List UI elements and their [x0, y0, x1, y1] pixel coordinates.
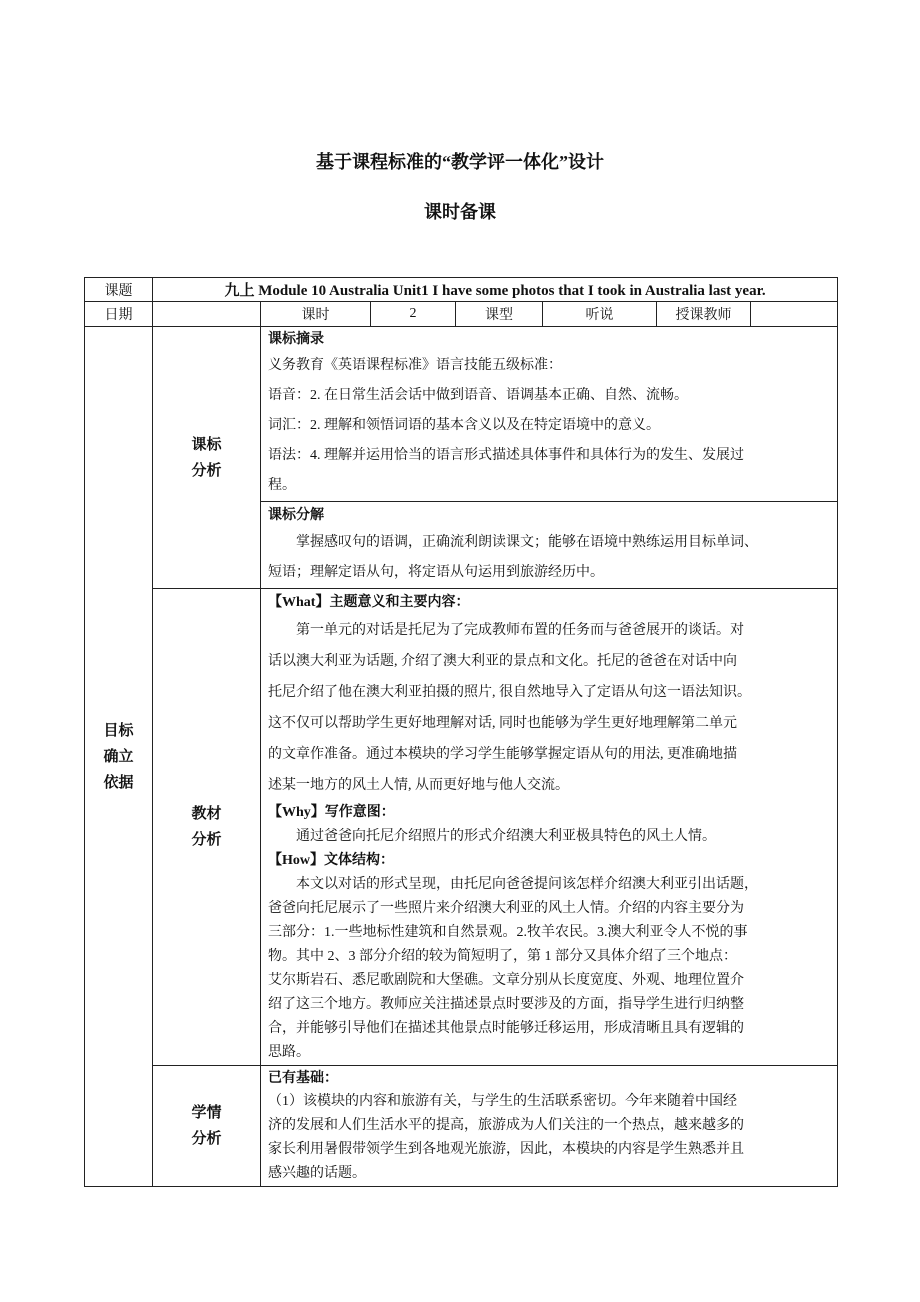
excerpt-line: 词汇：2. 理解和领悟词语的基本含义以及在特定语境中的意义。 — [268, 418, 660, 433]
how-line: 绍了这三个地方。教师应关注描述景点时要涉及的方面，指导学生进行归纳整 — [268, 997, 744, 1012]
label-line: 分析 — [191, 832, 222, 848]
section-label-line: 依据 — [103, 774, 134, 791]
label-line: 课标 — [191, 436, 222, 453]
excerpt-line: 义务教育《英语课程标准》语言技能五级标准： — [268, 358, 562, 373]
how-line: 合，并能够引导他们在描述其他景点时能够迁移运用，形成清晰且具有逻辑的 — [268, 1021, 744, 1036]
basis-line: 感兴趣的话题。 — [268, 1166, 366, 1181]
document-subtitle: 课时备课 — [424, 202, 496, 222]
breakdown-cell — [261, 502, 838, 589]
how-line: 物。其中 2、3 部分介绍的较为简短明了，第 1 部分又具体介绍了三个地点： — [268, 949, 737, 964]
lesson-plan-table — [84, 277, 838, 1187]
teacher-value — [751, 302, 838, 327]
basis-line: 济的发展和人们生活水平的提高，旅游成为人们关注的一个热点，越来越多的 — [268, 1118, 744, 1133]
topic-label: 课题 — [85, 278, 153, 302]
label-line: 分析 — [191, 462, 222, 479]
why-line: 通过爸爸向托尼介绍照片的形式介绍澳大利亚极具特色的风土人情。 — [296, 829, 716, 844]
what-line: 第一单元的对话是托尼为了完成教师布置的任务而与爸爸展开的谈话。对 — [296, 623, 744, 638]
excerpt-line: 语法：4. 理解并运用恰当的语言形式描述具体事件和具体行为的发生、发展过 — [268, 448, 744, 463]
basis-line: 家长利用暑假带领学生到各地观光旅游，因此，本模块的内容是学生熟悉并且 — [268, 1142, 744, 1157]
lesson-type-label: 课型 — [456, 302, 543, 327]
label-line: 学情 — [191, 1105, 222, 1121]
how-line: 本文以对话的形式呈现，由托尼向爸爸提问该怎样介绍澳大利亚引出话题， — [296, 877, 758, 892]
how-heading: 【How】文体结构： — [268, 853, 394, 868]
basis-line: （1）该模块的内容和旅游有关，与学生的生活联系密切。今年来随着中国经 — [268, 1094, 737, 1109]
what-heading: 【What】主题意义和主要内容： — [268, 595, 470, 610]
how-line: 思路。 — [268, 1045, 310, 1060]
breakdown-line: 掌握感叹句的语调，正确流利朗读课文；能够在语境中熟练运用目标单词、 — [296, 535, 758, 550]
basis-heading: 已有基础： — [268, 1071, 338, 1086]
date-label: 日期 — [85, 302, 153, 327]
how-line: 爸爸向托尼展示了一些照片来介绍澳大利亚的风土人情。介绍的内容主要分为 — [268, 901, 744, 916]
breakdown-line: 短语；理解定语从句，将定语从句运用到旅游经历中。 — [268, 565, 604, 580]
excerpt-heading: 课标摘录 — [268, 332, 324, 347]
standard-analysis-label — [153, 327, 261, 589]
document-title: 基于课程标准的“教学评一体化”设计 — [316, 152, 604, 172]
textbook-analysis-label — [153, 589, 261, 1066]
topic-value: 九上 Module 10 Australia Unit1 I have some photos that I took in Australia last year. — [153, 278, 838, 302]
lesson-type-value: 听说 — [543, 302, 657, 327]
textbook-analysis-cell — [261, 589, 838, 1066]
why-heading: 【Why】写作意图： — [268, 805, 395, 820]
period-value: 2 — [371, 302, 456, 327]
excerpt-cell — [261, 327, 838, 502]
date-value — [153, 302, 261, 327]
section-label-line: 目标 — [103, 722, 134, 739]
how-line: 艾尔斯岩石、悉尼歌剧院和大堡礁。文章分别从长度宽度、外观、地理位置介 — [268, 973, 744, 988]
learner-analysis-label — [153, 1066, 261, 1187]
excerpt-line: 语音：2. 在日常生活会话中做到语音、语调基本正确、自然、流畅。 — [268, 388, 688, 403]
teacher-label: 授课教师 — [657, 302, 751, 327]
label-line: 教材 — [191, 806, 222, 822]
label-line: 分析 — [191, 1131, 222, 1147]
breakdown-heading: 课标分解 — [268, 508, 324, 523]
what-line: 托尼介绍了他在澳大利亚拍摄的照片, 很自然地导入了定语从句这一语法知识。 — [268, 685, 751, 700]
what-line: 这不仅可以帮助学生更好地理解对话, 同时也能够为学生更好地理解第二单元 — [268, 716, 737, 731]
learner-analysis-cell — [261, 1066, 838, 1187]
what-line: 的文章作准备。通过本模块的学习学生能够掌握定语从句的用法, 更准确地描 — [268, 747, 737, 762]
how-line: 三部分：1.一些地标性建筑和自然景观。2.牧羊农民。3.澳大利亚令人不悦的事 — [268, 925, 748, 940]
what-line: 话以澳大利亚为话题, 介绍了澳大利亚的景点和文化。托尼的爸爸在对话中向 — [268, 654, 737, 669]
section-label — [85, 327, 153, 1187]
period-label: 课时 — [261, 302, 371, 327]
section-label-line: 确立 — [103, 748, 134, 765]
what-line: 述某一地方的风土人情, 从而更好地与他人交流。 — [268, 778, 569, 793]
excerpt-line: 程。 — [268, 478, 296, 493]
